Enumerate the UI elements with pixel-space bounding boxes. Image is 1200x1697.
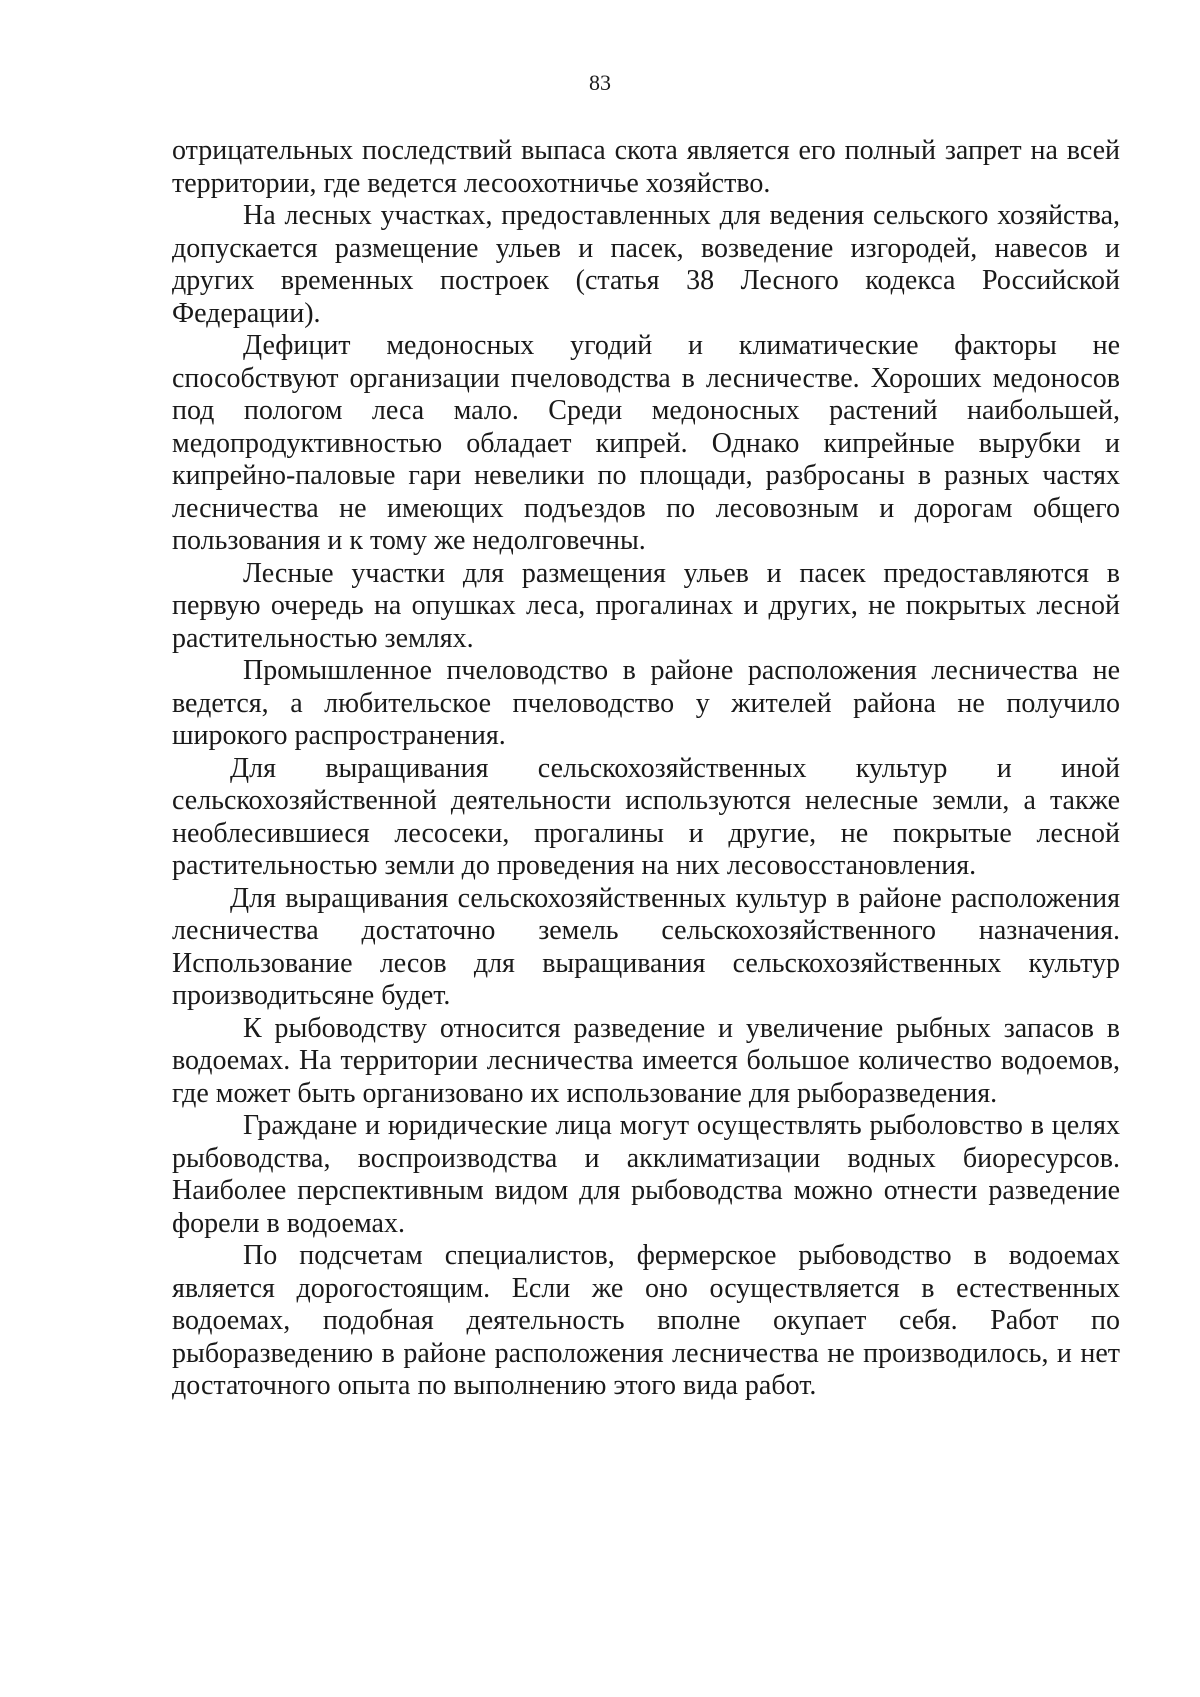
paragraph-fishing-rights: Граждане и юридические лица могут осуществлять рыболовство в целях рыбоводства, воспроизводства и акклиматизации водных биоресурсов. Наиболее перспективным видом для рыбоводства можно отнести разведение форели в водоемах. xyxy=(172,1110,1120,1239)
paragraph-agricultural-crops: Для выращивания сельскохозяйственных культур в районе расположения лесничества достаточно земель сельскохозяйственного назначения. Использование лесов для выращивания сельскохозяйственных культур производитьсяне будет. xyxy=(172,882,1120,1011)
page-number: 83 xyxy=(589,70,611,95)
paragraph-industrial-beekeeping: Промышленное пчеловодство в районе расположения лесничества не ведется, а любительское пчеловодство у жителей района не получило широкого распространения. xyxy=(172,655,1120,751)
paragraph-fish-farming-costs: По подсчетам специалистов, фермерское рыбоводство в водоемах является дорогостоящим. Если же оно осуществляется в естественных водоемах, подобная деятельность вполне окупает себя. Работ по рыборазведению в районе расположения лесничества не производилось, и нет достаточного опыта по выполнению этого вида работ. xyxy=(172,1240,1120,1401)
paragraph-fish-farming: К рыбоводству относится разведение и увеличение рыбных запасов в водоемах. На территории лесничества имеется большое количество водоемов, где может быть организовано их использование для рыборазведения. xyxy=(172,1012,1120,1109)
paragraph-hive-placement: Лесные участки для размещения ульев и пасек предоставляются в первую очередь на опушках леса, прогалинах и других, не покрытых лесной растительностью землях. xyxy=(172,557,1120,654)
paragraph-agricultural-lands: Для выращивания сельскохозяйственных культур и иной сельскохозяйственной деятельности используются нелесные земли, а также необлесившиеся лесосеки, прогалины и другие, не покрытые лесной растительностью земли до проведения на них лесовосстановления. xyxy=(172,752,1120,881)
paragraph-honey-lands-deficit: Дефицит медоносных угодий и климатические факторы не способствуют организации пчеловодства в лесничестве. Хороших медоносов под пологом леса мало. Среди медоносных растений наибольшей, медопродуктивностью обладает кипрей. Однако кипрейные вырубки и кипрейно-паловые гари невелики по площади, разбросаны в разных частях лесничества не имеющих подъездов по лесовозным и дорогам общего пользования и к тому же недолговечны. xyxy=(172,330,1120,556)
document-body xyxy=(172,135,1120,1403)
paragraph-continuation: отрицательных последствий выпаса скота является его полный запрет на всей территории, где ведется лесоохотничье хозяйство. xyxy=(172,135,1120,199)
paragraph-beekeeping-structures: На лесных участках, предоставленных для ведения сельского хозяйства, допускается размещение ульев и пасек, возведение изгородей, навесов и других временных построек (статья 38 Лесного кодекса Российской Федерации). xyxy=(172,200,1120,329)
